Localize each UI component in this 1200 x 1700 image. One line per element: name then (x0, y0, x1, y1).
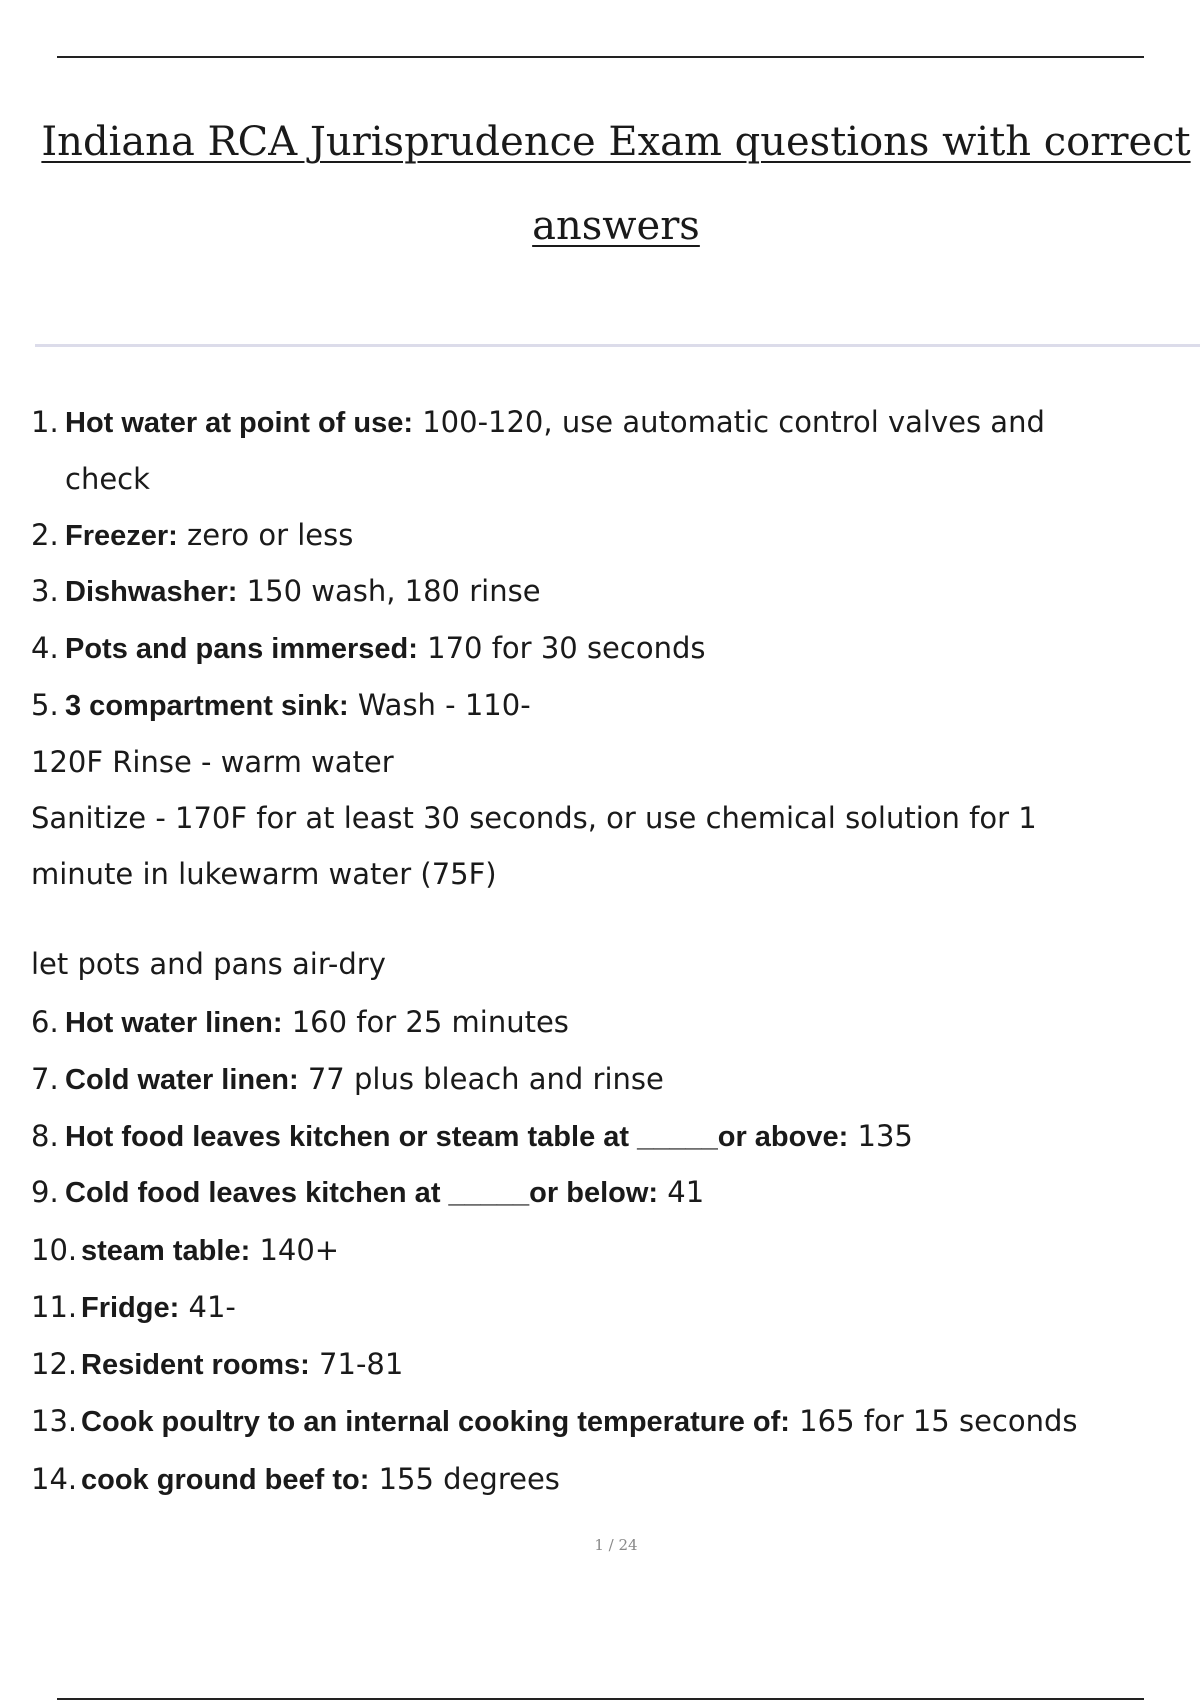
item-question: Freezer: (65, 520, 178, 552)
top-rule (57, 56, 1144, 58)
item-number: 10. (31, 1233, 78, 1267)
item-answer: 100-120, use automatic control valves and (413, 405, 1045, 439)
item-number: 11. (31, 1290, 78, 1324)
item-question: Cold food leaves kitchen at _____or below: (65, 1177, 659, 1209)
item-answer: zero or less (177, 518, 354, 552)
item-question: Cook poultry to an internal cooking temperature of: (81, 1406, 790, 1438)
item-answer-continuation: check (65, 462, 150, 496)
item5-continuation-line: 120F Rinse - warm water (31, 745, 394, 779)
item-number: 8. (31, 1119, 59, 1153)
list-item (31, 1108, 1191, 1165)
item-number: 5. (31, 688, 59, 722)
item-answer: 71-81 (309, 1347, 404, 1381)
item-number: 4. (31, 631, 59, 665)
item-answer: 155 degrees (369, 1462, 560, 1496)
list-item (31, 563, 1191, 620)
page-indicator: 1 / 24 (594, 1536, 638, 1554)
title-line-1: Indiana RCA Jurisprudence Exam questions with correct (41, 119, 1191, 165)
item-number: 13. (31, 1404, 78, 1438)
list-item (31, 1222, 1191, 1279)
item-question: steam table: (81, 1235, 251, 1267)
item-number: 14. (31, 1462, 78, 1496)
item-answer: 135 (848, 1119, 913, 1153)
item-answer: 165 for 15 seconds (789, 1404, 1078, 1438)
item-number: 7. (31, 1062, 59, 1096)
item-number: 9. (31, 1175, 59, 1209)
item-question: cook ground beef to: (81, 1464, 370, 1496)
item-question: Cold water linen: (65, 1064, 299, 1096)
section-divider (35, 344, 1200, 347)
item-answer: 150 wash, 180 rinse (237, 574, 541, 608)
list-item (31, 1164, 1191, 1221)
item-number: 3. (31, 574, 59, 608)
item-answer: Wash - 110- (348, 688, 531, 722)
item-answer: 160 for 25 minutes (282, 1005, 569, 1039)
item-answer: 140+ (250, 1233, 340, 1267)
list-item (31, 620, 1191, 677)
item-answer: 170 for 30 seconds (417, 631, 706, 665)
item5-continuation-line: let pots and pans air-dry (31, 947, 386, 981)
item-question: Dishwasher: (65, 576, 238, 608)
item5-continuation-line: minute in lukewarm water (75F) (31, 857, 497, 891)
item5-continuation-line: Sanitize - 170F for at least 30 seconds, or use chemical solution for 1 (31, 801, 1037, 835)
item-question: 3 compartment sink: (65, 690, 349, 722)
list-item (31, 1451, 1191, 1508)
item-number: 12. (31, 1347, 78, 1381)
item-question: Pots and pans immersed: (65, 633, 418, 665)
list-item (31, 994, 1191, 1051)
item-number: 2. (31, 518, 59, 552)
item-question: Hot water at point of use: (65, 407, 413, 439)
title-line-2: answers (532, 203, 700, 249)
item-number: 1. (31, 405, 59, 439)
item-answer: 77 plus bleach and rinse (298, 1062, 664, 1096)
list-item (31, 1279, 1191, 1336)
list-item (31, 1051, 1191, 1108)
list-item (31, 394, 1191, 507)
list-item (31, 1393, 1191, 1450)
item-number: 6. (31, 1005, 59, 1039)
item-question: Hot water linen: (65, 1007, 283, 1039)
item-question: Hot food leaves kitchen or steam table at _____or above: (65, 1121, 849, 1153)
list-item (31, 507, 1191, 564)
item-answer: 41- (179, 1290, 236, 1324)
list-item (31, 1336, 1191, 1393)
list-item (31, 677, 1191, 734)
item-answer: 41 (658, 1175, 705, 1209)
document-title (40, 100, 1192, 268)
item-question: Resident rooms: (81, 1349, 310, 1381)
item-question: Fridge: (81, 1292, 180, 1324)
